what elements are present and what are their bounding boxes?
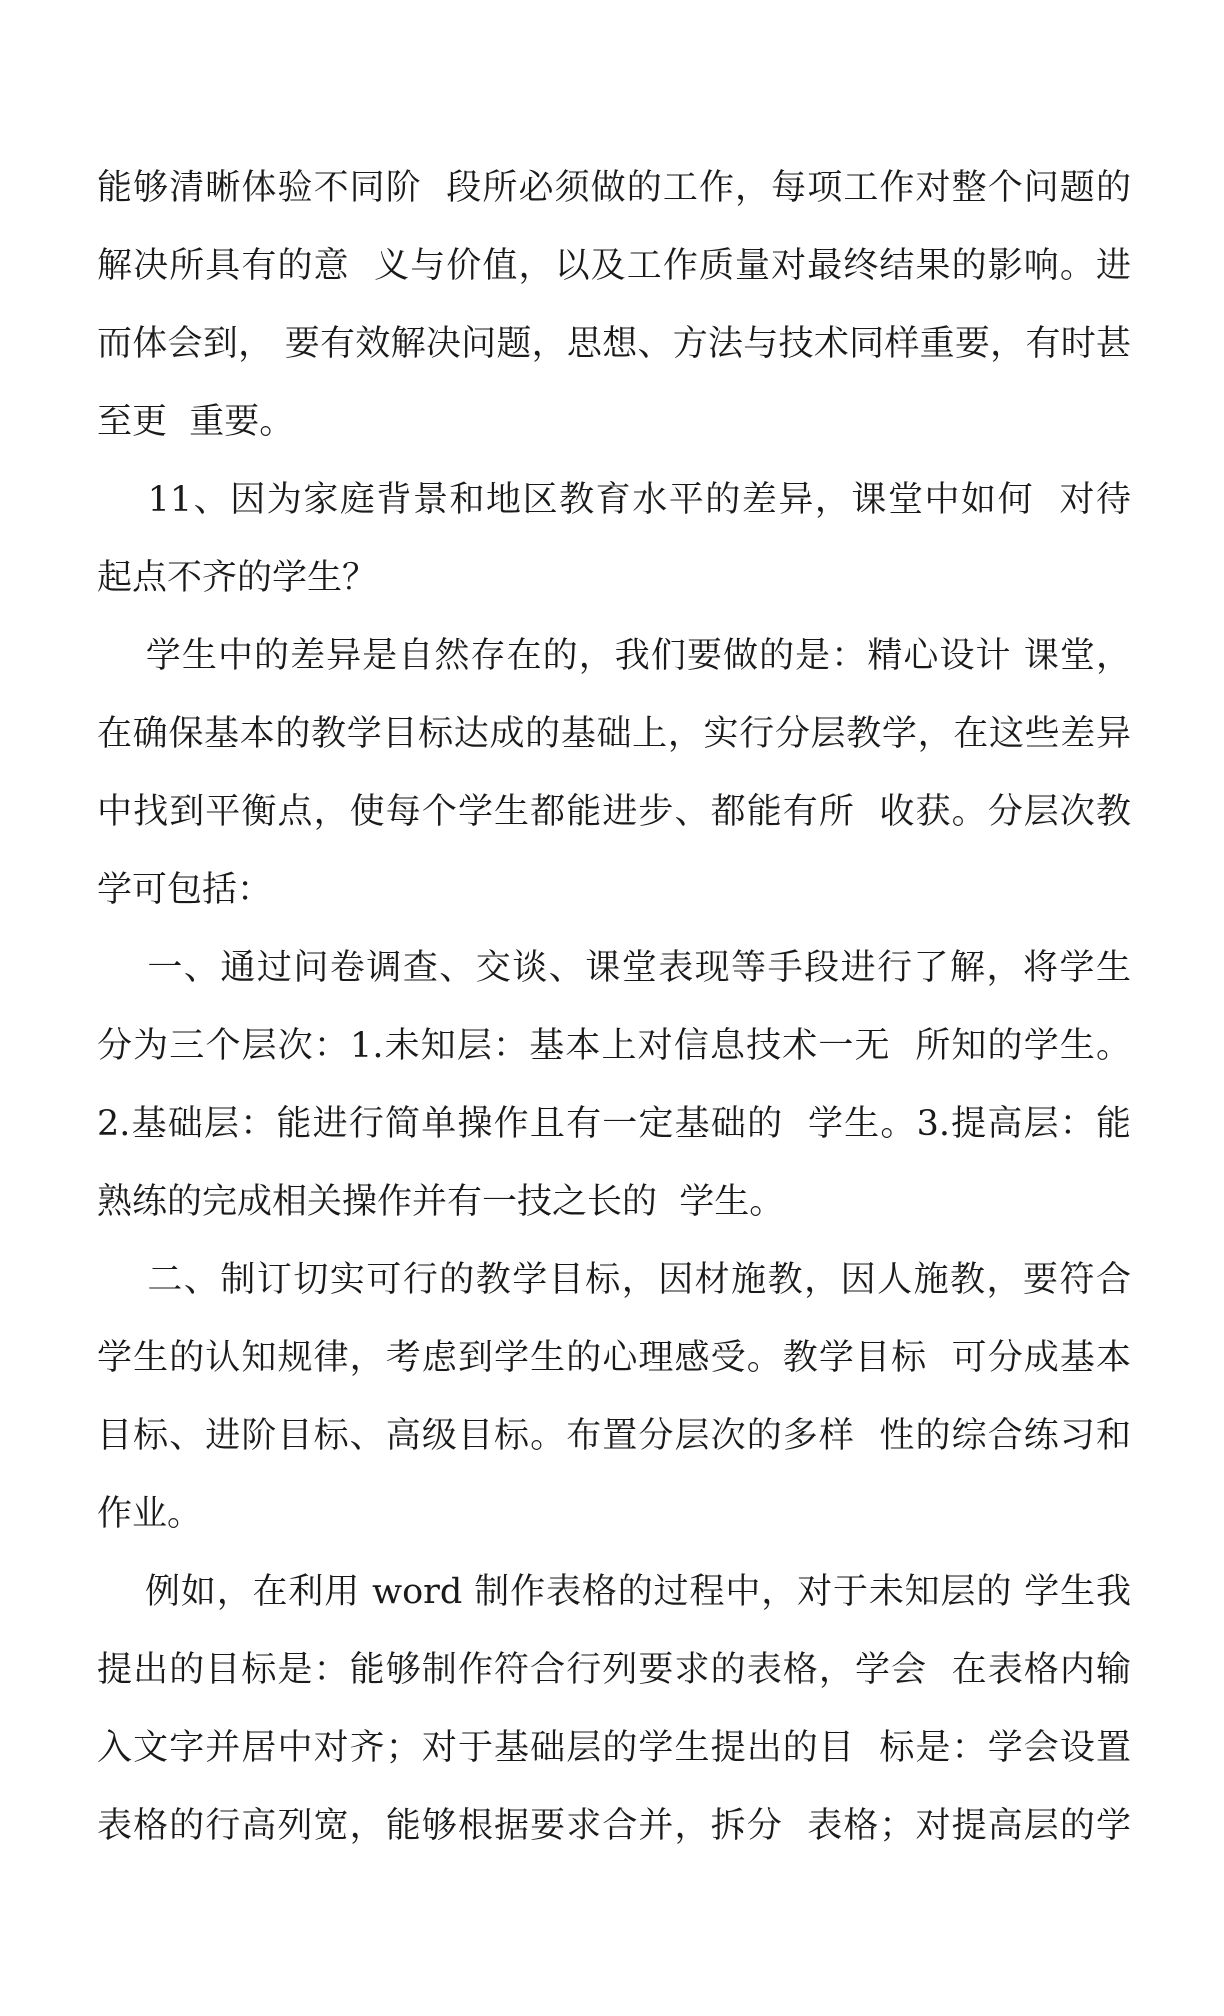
text-line-20: 提出的目标是：能够制作符合行列要求的表格，学会 在表格内输	[97, 1650, 1131, 1690]
text-line-16: 学生的认知规律，考虑到学生的心理感受。教学目标 可分成基本	[97, 1338, 1131, 1378]
text-line-18: 作业。	[97, 1494, 203, 1534]
text-line-11: 一、通过问卷调查、交谈、课堂表现等手段进行了解，将学生	[97, 948, 1131, 988]
text-line-1: 能够清晰体验不同阶 段所必须做的工作，每项工作对整个问题的	[97, 168, 1131, 208]
text-line-10: 学可包括：	[97, 870, 273, 910]
text-line-12: 分为三个层次：1.未知层：基本上对信息技术一无 所知的学生。	[97, 1026, 1131, 1066]
text-line-14: 熟练的完成相关操作并有一技之长的 学生。	[97, 1182, 785, 1222]
text-line-7: 学生中的差异是自然存在的，我们要做的是：精心设计 课堂，	[97, 636, 1131, 676]
text-line-3: 而体会到， 要有效解决问题，思想、方法与技术同样重要，有时甚	[97, 324, 1131, 364]
text-line-2: 解决所具有的意 义与价值，以及工作质量对最终结果的影响。进	[97, 246, 1131, 286]
text-line-21: 入文字并居中对齐；对于基础层的学生提出的目 标是：学会设置	[97, 1728, 1131, 1768]
text-line-19: 例如，在利用 word 制作表格的过程中，对于未知层的 学生我	[97, 1572, 1131, 1612]
text-line-17: 目标、进阶目标、高级目标。布置分层次的多样 性的综合练习和	[97, 1416, 1131, 1456]
text-line-4: 至更 重要。	[97, 402, 295, 442]
text-line-5: 11、因为家庭背景和地区教育水平的差异，课堂中如何 对待	[97, 480, 1131, 520]
text-line-15: 二、制订切实可行的教学目标，因材施教，因人施教，要符合	[97, 1260, 1131, 1300]
text-line-13: 2.基础层：能进行简单操作且有一定基础的 学生。3.提高层：能	[97, 1104, 1131, 1144]
text-line-6: 起点不齐的学生？	[97, 558, 378, 598]
text-line-8: 在确保基本的教学目标达成的基础上，实行分层教学，在这些差异	[97, 714, 1131, 754]
text-line-9: 中找到平衡点，使每个学生都能进步、都能有所 收获。分层次教	[97, 792, 1131, 832]
text-line-22: 表格的行高列宽，能够根据要求合并，拆分 表格；对提高层的学	[97, 1806, 1131, 1846]
